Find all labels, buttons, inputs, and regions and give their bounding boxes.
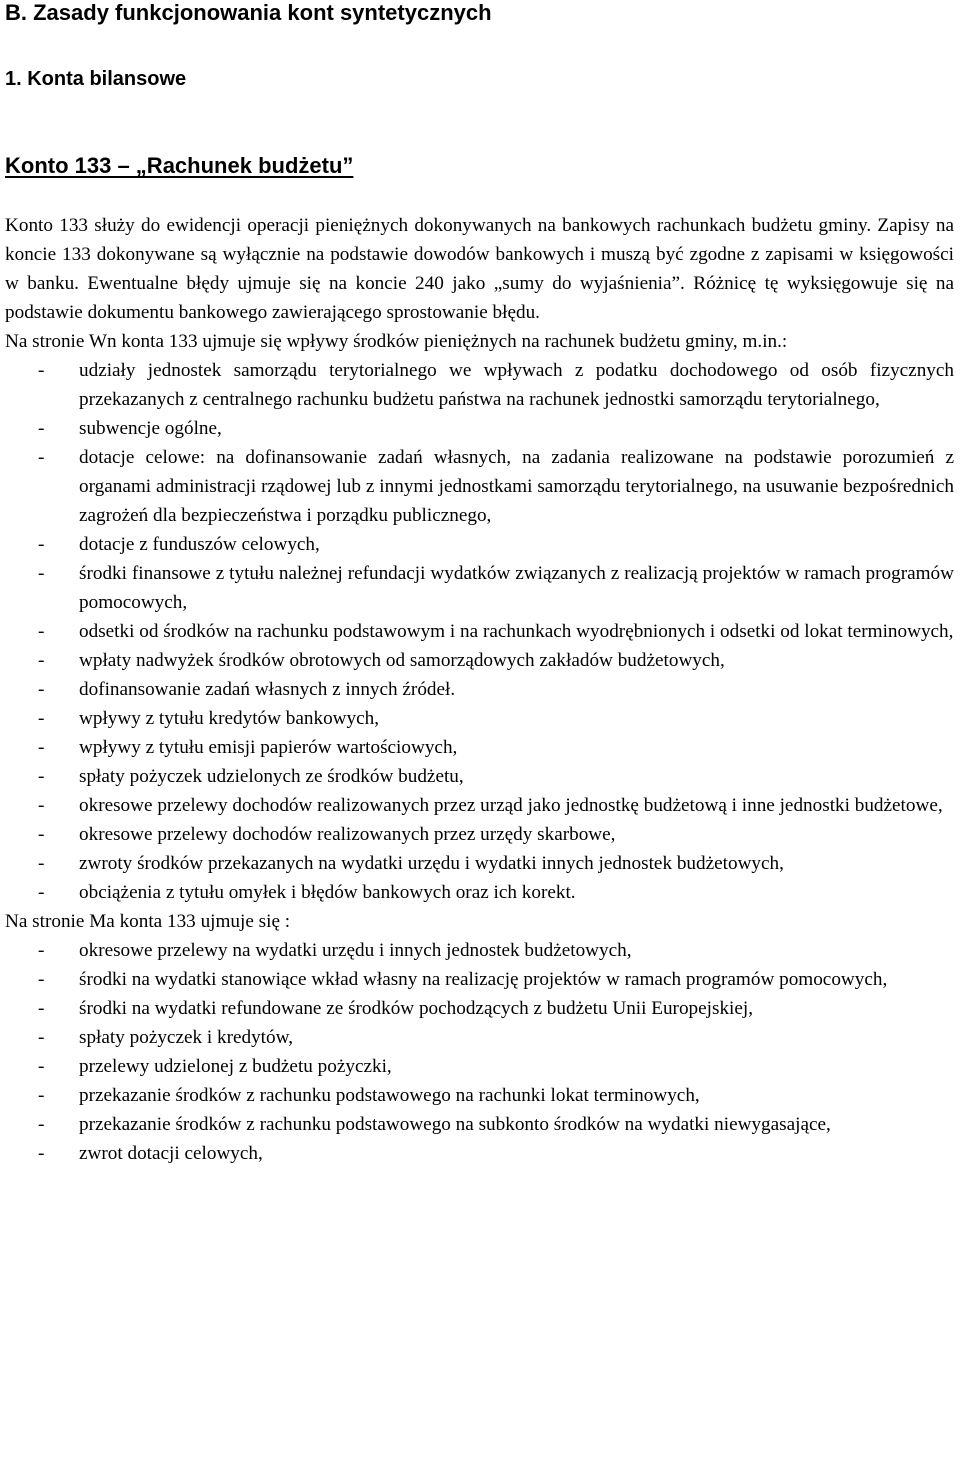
dash-bullet: - [38,650,45,671]
list-item-text: przekazanie środków z rachunku podstawowego na subkonto środków na wydatki niewygasające, [79,1114,831,1135]
dash-bullet: - [38,1114,45,1135]
list-item-text: wpływy z tytułu emisji papierów wartościowych, [79,737,458,758]
list-item-text: dotacje z funduszów celowych, [79,534,320,555]
list-item [5,704,954,733]
dash-bullet: - [38,1143,45,1164]
list-item [5,965,954,994]
list-item-text: wpływy z tytułu kredytów bankowych, [79,708,380,729]
list-item [5,878,954,907]
list-item-text: zwrot dotacji celowych, [79,1143,263,1164]
list-item [5,559,954,617]
list-item [5,1023,954,1052]
list-item-text: wpłaty nadwyżek środków obrotowych od samorządowych zakładów budżetowych, [79,650,725,671]
list-item-text: przelewy udzielonej z budżetu pożyczki, [79,1056,392,1077]
dash-bullet: - [38,447,45,468]
list-item [5,1139,954,1168]
wn-list [5,356,954,907]
list-item-text: okresowe przelewy dochodów realizowanych przez urząd jako jednostkę budżetową i inne jednostki budżetowe, [79,795,943,816]
document-body [5,211,954,1168]
wn-paragraph: Na stronie Wn konta 133 ujmuje się wpływy środków pieniężnych na rachunek budżetu gminy, m.in.: [5,331,788,352]
list-item [5,791,954,820]
dash-bullet: - [38,1056,45,1077]
list-item-text: obciążenia z tytułu omyłek i błędów bankowych oraz ich korekt. [79,882,576,903]
list-item [5,1081,954,1110]
list-item-text: spłaty pożyczek udzielonych ze środków budżetu, [79,766,464,787]
dash-bullet: - [38,360,45,381]
list-item-text: odsetki od środków na rachunku podstawowym i na rachunkach wyodrębnionych i odsetki od lokat terminowych, [79,621,954,642]
dash-bullet: - [38,621,45,642]
dash-bullet: - [38,795,45,816]
account-heading: Konto 133 – „Rachunek budżetu” [5,153,354,178]
list-item [5,994,954,1023]
list-item [5,1052,954,1081]
list-item-text: okresowe przelewy na wydatki urzędu i innych jednostek budżetowych, [79,940,632,961]
subsection-heading: 1. Konta bilansowe [5,68,187,90]
list-item-text: udziały jednostek samorządu terytorialnego we wpływach z podatku dochodowego od osób fizycznych przekazanych z centralnego rachunku budżetu państwa na rachunek jednostki samorządu terytorialnego, [79,360,954,410]
list-item-text: zwroty środków przekazanych na wydatki urzędu i wydatki innych jednostek budżetowych, [79,853,784,874]
list-item-text: środki na wydatki stanowiące wkład własny na realizację projektów w ramach programów pomocowych, [79,969,888,990]
list-item [5,936,954,965]
dash-bullet: - [38,824,45,845]
list-item [5,617,954,646]
list-item [5,356,954,414]
list-item-text: okresowe przelewy dochodów realizowanych przez urzędy skarbowe, [79,824,616,845]
dash-bullet: - [38,882,45,903]
list-item-text: subwencje ogólne, [79,418,222,439]
dash-bullet: - [38,708,45,729]
list-item [5,849,954,878]
dash-bullet: - [38,853,45,874]
list-item [5,1110,954,1139]
dash-bullet: - [38,998,45,1019]
intro-paragraph: Konto 133 służy do ewidencji operacji pieniężnych dokonywanych na bankowych rachunkach budżetu gminy. Zapisy na koncie 133 dokonywane są wyłącznie na podstawie dowodów bankowych i muszą być zgodne z zapisami w księgowości w banku. Ewentualne błędy ujmuje się na koncie 240 jako „sumy do wyjaśnienia”. Różnicę tę wyksięgowuje się na podstawie dokumentu bankowego zawierającego sprostowanie błędu. [5,215,954,323]
ma-paragraph: Na stronie Ma konta 133 ujmuje się : [5,911,291,932]
dash-bullet: - [38,940,45,961]
list-item [5,414,954,443]
list-item [5,530,954,559]
dash-bullet: - [38,418,45,439]
list-item-text: przekazanie środków z rachunku podstawowego na rachunki lokat terminowych, [79,1085,700,1106]
dash-bullet: - [38,737,45,758]
list-item [5,762,954,791]
dash-bullet: - [38,534,45,555]
list-item [5,675,954,704]
section-heading: B. Zasady funkcjonowania kont syntetycznych [5,0,492,25]
list-item [5,646,954,675]
list-item-text: spłaty pożyczek i kredytów, [79,1027,294,1048]
list-item [5,443,954,530]
dash-bullet: - [38,563,45,584]
list-item-text: dotacje celowe: na dofinansowanie zadań własnych, na zadania realizowane na podstawie porozumień z organami administracji rządowej lub z innymi jednostkami samorządu terytorialnego, na usuwanie bezpośrednich zagrożeń dla bezpieczeństwa i porządku publicznego, [79,447,954,526]
dash-bullet: - [38,1085,45,1106]
list-item [5,820,954,849]
list-item-text: środki na wydatki refundowane ze środków pochodzących z budżetu Unii Europejskiej, [79,998,754,1019]
list-item-text: środki finansowe z tytułu należnej refundacji wydatków związanych z realizacją projektów w ramach programów pomocowych, [79,563,954,613]
dash-bullet: - [38,766,45,787]
dash-bullet: - [38,1027,45,1048]
dash-bullet: - [38,969,45,990]
ma-list [5,936,954,1168]
dash-bullet: - [38,679,45,700]
list-item [5,733,954,762]
list-item-text: dofinansowanie zadań własnych z innych źródeł. [79,679,456,700]
